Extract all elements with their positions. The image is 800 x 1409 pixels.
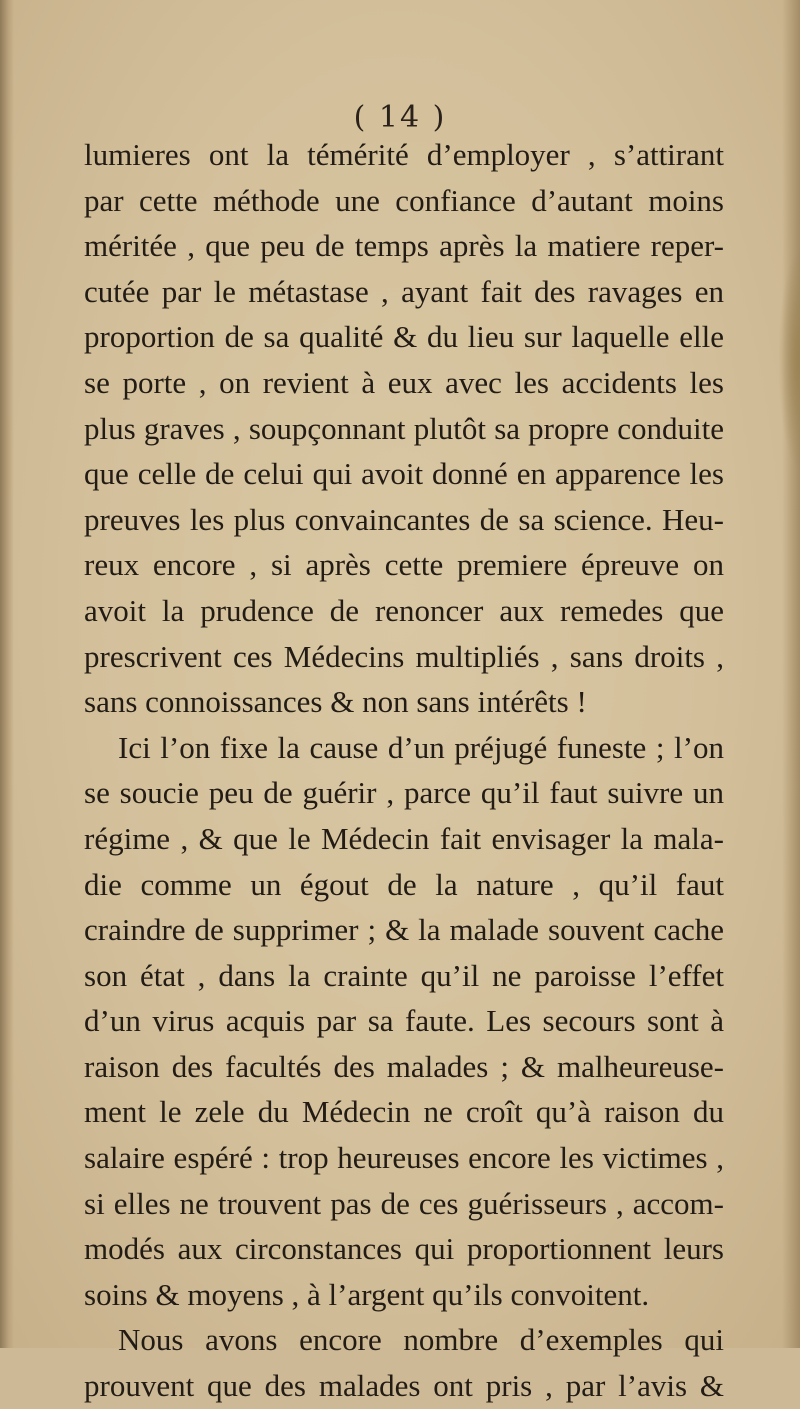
text-line: Ici l’on fixe la cause d’un préjugé funeste ; l’on [118,729,724,765]
text-line: modés aux circonstances qui proportionnent leurs [84,1231,724,1267]
text-line: lumieres ont la témérité d’employer , s’attirant [84,137,724,172]
text-line: cutée par le métastase , ayant fait des ravages en [84,273,724,309]
text-line: son état , dans la crainte qu’il ne paroisse l’effet [84,957,724,993]
text-line: plus graves , soupçonnant plutôt sa propre conduite [84,410,724,446]
text-line: prescrivent ces Médecins multipliés , sans droits , [84,638,724,674]
text-line: avoit la prudence de renoncer aux remedes que [84,592,724,628]
text-line: si elles ne trouvent pas de ces guérisseurs , accom- [84,1185,724,1221]
text-line: régime , & que le Médecin fait envisager la mala- [84,820,724,856]
text-line: preuves les plus convaincantes de sa science. Heu- [84,501,724,537]
text-line: prouvent que des malades ont pris , par l’avis & [84,1368,724,1404]
text-line: proportion de sa qualité & du lieu sur laquelle elle [84,319,724,355]
body-text [84,132,724,1409]
text-line: salaire espéré : trop heureuses encore les victimes , [84,1140,724,1176]
text-line: se porte , on revient à eux avec les accidents les [84,364,724,400]
text-line: Nous avons encore nombre d’exemples qui [118,1322,724,1358]
text-line: que celle de celui qui avoit donné en apparence les [84,456,724,492]
page-edge-left [0,0,14,1348]
paper-stain [778,250,800,470]
text-line: soins & moyens , à l’argent qu’ils convoitent. [84,1276,650,1312]
text-line: raison des facultés des malades ; & malheureuse- [84,1048,724,1084]
page-edge-right [782,0,800,1348]
text-line: reux encore , si après cette premiere épreuve on [84,547,724,583]
text-line: se soucie peu de guérir , parce qu’il faut suivre un [84,775,724,811]
text-line: craindre de supprimer ; & la malade souvent cache [84,912,724,948]
text-line: sans connoissances & non sans intérêts ! [84,684,587,720]
page-number: ( 14 ) [353,100,447,135]
text-line: d’un virus acquis par sa faute. Les secours sont à [84,1003,724,1039]
text-line: die comme un égout de la nature , qu’il faut [84,866,724,902]
text-line: méritée , que peu de temps après la matiere reper- [84,228,724,264]
text-line: par cette méthode une confiance d’autant moins [84,182,724,218]
text-line: ment le zele du Médecin ne croît qu’à raison du [84,1094,724,1130]
